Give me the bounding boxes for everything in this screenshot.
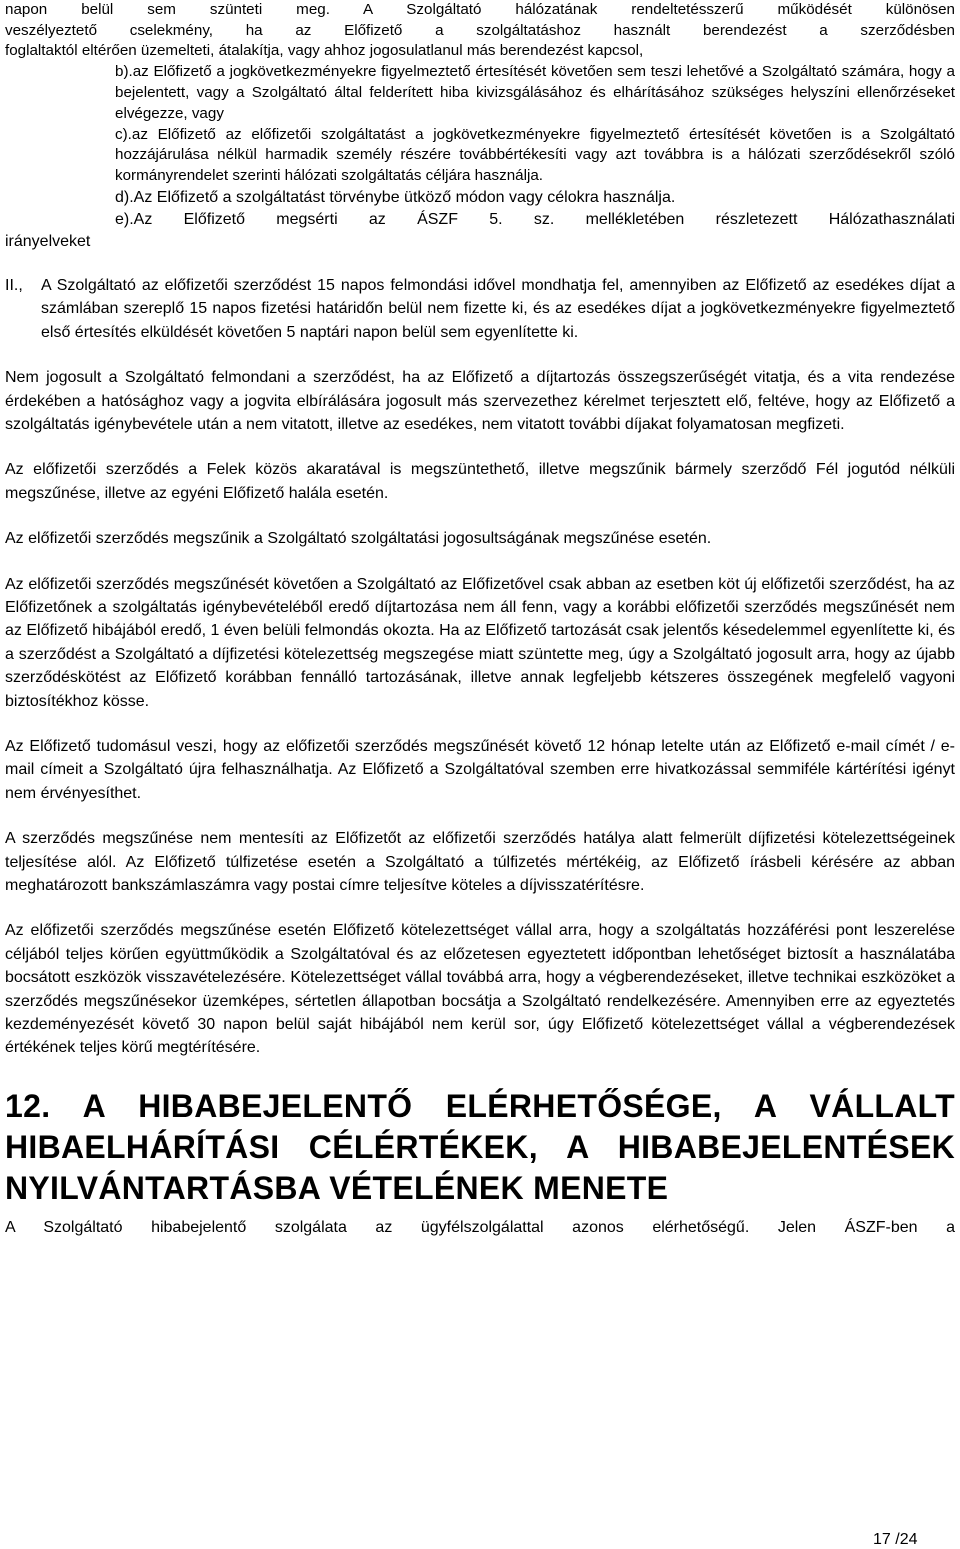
list-item-c: c).az Előfizető az előfizetői szolgáltatást a jogkövetkezményekre figyelmeztető értesítését követően is a Szolgáltató hozzájárulása nélkül harmadik személy részére továbbértékesíti vagy azt továbbra is a hálózati szerződésekről szóló kormányrendelet szerinti hálózati szolgáltatás céljára használja. <box>115 125 955 185</box>
paragraph-5: Az Előfizető tudomásul veszi, hogy az előfizetői szerződés megszűnését követő 12 hónap letelte után az Előfizető e-mail címét / e-mail címeit a Szolgáltató újra felhasználhatja. Az Előfizető a Szolgáltatóval szemben erre hivatkozással semmiféle kártérítési igényt nem érvényesíthet. <box>5 737 955 802</box>
paragraph-7: Az előfizetői szerződés megszűnése esetén Előfizető kötelezettséget vállal arra, hogy a szolgáltatás hozzáférési pont leszerelése céljából teljes körűen együttműködik a Szolgáltatóval és az előzetesen egyeztetett időpontban lehetőséget biztosít a használatába bocsátott eszközök visszavételezésére. Kötelezettséget vállal továbbá arra, hogy a végberendezéseket, illetve technikai eszközöket a szerződés megszűnésekor üzemképes, sértetlen állapotban bocsátja a Szolgáltató rendelkezésére. Amennyiben erre az egyeztetés kezdeményezését követő 30 napon belül saját hibájából nem kerül sor, úgy Előfizető kötelezettséget vállal a végberendezések értékének teljes körű megtérítésére. <box>5 922 955 1057</box>
item-list <box>115 62 955 231</box>
intro-line-1: napon belül sem szünteti meg. A Szolgáltató hálózatának rendeltetésszerű működését különösen <box>5 1 955 18</box>
document-page <box>5 0 955 1239</box>
paragraph-1: Nem jogosult a Szolgáltató felmondani a szerződést, ha az Előfizető a díjtartozás összegszerűségét vitatja, és a vita rendezése érdekében a hatósághoz vagy a jogvita elbírálására jogosult más szervezethez kérelmet terjesztett elő, feltéve, hogy az Előfizető a szolgáltatás igénybevétele után a nem vitatott, illetve az esedékes, nem vitatott további díjakat folyamatosan megfizeti. <box>5 369 955 433</box>
section-heading-line-2: HIBAELHÁRÍTÁSI CÉLÉRTÉKEK, A HIBABEJELENTÉSEK <box>5 1129 955 1166</box>
paragraph-4: Az előfizetői szerződés megszűnését követően a Szolgáltató az Előfizetővel csak abban az esetben köt új előfizetői szerződést, ha az Előfizetőnek a szolgáltatás igénybevételéből eredő díjtartozása nem áll fenn, vagy a korábbi előfizetői szerződés megszűnését nem az Előfizető hibájából eredő, 1 éven belüli felmondás okozta. Ha az Előfizető tartozását csak jelentős késedelemmel egyenlítette ki, és a szerződést a Szolgáltató a díjfizetési kötelezettség megszegése miatt szüntette meg, úgy a Szolgáltató jogosult arra, hogy az újabb szerződéskötést az Előfizető korábban fennálló tartozásának, illetve annak legfeljebb kétszeres összegének megfelelő vagyoni biztosítékhoz kösse. <box>5 575 955 710</box>
list-item-e: e).Az Előfizető megsérti az ÁSZF 5. sz. mellékletében részletezett Hálózathasználati <box>115 210 955 228</box>
section-heading <box>5 1086 955 1210</box>
paragraph-6: A szerződés megszűnése nem mentesíti az Előfizetőt az előfizetői szerződés hatálya alatt felmerült díjfizetési kötelezettségeinek teljesítése alól. Az Előfizető túlfizetése esetén a Szolgáltató a túlfizetés mértékéig, az Előfizető írásbeli kérésére az abban meghatározott bankszámlaszámra vagy postai címre teljesítve köteles a díjvisszatérítésre. <box>5 830 955 895</box>
page-number: 17 /24 <box>873 1531 918 1548</box>
section-ii-text: A Szolgáltató az előfizetői szerződést 15 napos felmondási idővel mondhatja fel, amennyiben az Előfizető az esedékes díjat a számlában szereplő 15 napos fizetési határidőn belül nem fizette ki, és az esedékes díjat a jogkövetkezményekre figyelmeztető első értesítés elküldését követően 5 naptári napon belül sem egyenlítette ki. <box>41 276 955 341</box>
section-ii-label: II., <box>5 276 23 294</box>
list-item-d: d).Az Előfizető a szolgáltatást törvénybe ütköző módon vagy célokra használja. <box>115 188 676 206</box>
section-heading-line-3: NYILVÁNTARTÁSBA VÉTELÉNEK MENETE <box>5 1170 669 1207</box>
intro-line-2: veszélyeztető cselekmény, ha az Előfizető a szolgáltatáshoz használt berendezést a szerződésben <box>5 21 955 39</box>
list-item-b: b).az Előfizető a jogkövetkezményekre figyelmeztető értesítését követően sem teszi lehetővé a Szolgáltató számára, hogy a bejelentett, vagy a Szolgáltató által felderített hiba kivizsgálásához és elhárításához szükséges helyszíni ellenőrzéseket elvégezze, vagy <box>115 63 955 122</box>
final-line: A Szolgáltató hibabejelentő szolgálata az ügyfélszolgálattal azonos elérhetőségű. Jelen ÁSZF-ben a <box>5 1218 955 1236</box>
list-item-e-continuation: irányelveket <box>5 232 91 250</box>
paragraph-3: Az előfizetői szerződés megszűnik a Szolgáltató szolgáltatási jogosultságának megszűnése esetén. <box>5 530 712 548</box>
intro-line-3: foglaltaktól eltérően üzemelteti, átalakítja, vagy ahhoz jogosulatlanul más berendezést kapcsol, <box>5 42 644 60</box>
section-ii <box>5 274 955 344</box>
paragraph-2: Az előfizetői szerződés a Felek közös akaratával is megszüntethető, illetve megszűnik bármely szerződő Fél jogutód nélküli megszűnése, illetve az egyéni Előfizető halála esetén. <box>5 461 955 502</box>
section-heading-line-1: 12. A HIBABEJELENTŐ ELÉRHETŐSÉGE, A VÁLLALT <box>5 1087 955 1124</box>
